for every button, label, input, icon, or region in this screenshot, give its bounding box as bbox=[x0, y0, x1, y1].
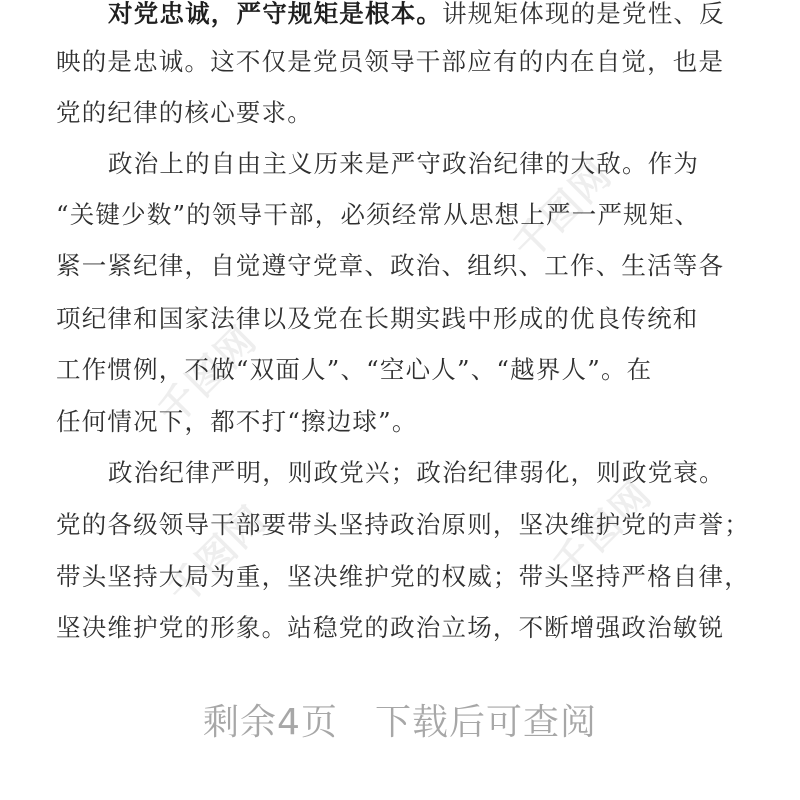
body-text: 讲规矩体现的是党性、反 bbox=[442, 0, 725, 28]
paragraph-line bbox=[108, 0, 725, 39]
paragraph-line: “关键少数”的领导干部，必须经常从思想上严一严规矩、 bbox=[56, 200, 701, 229]
paragraph-line: 坚决维护党的形象。站稳党的政治立场，不断增强政治敏锐 bbox=[56, 613, 725, 642]
paragraph-line: 带头坚持大局为重，坚决维护党的权威；带头坚持严格自律， bbox=[56, 562, 750, 591]
paragraph-line: 工作惯例，不做“双面人”、“空心人”、“越界人”。在 bbox=[56, 355, 653, 384]
watermark: 千图网 bbox=[160, 498, 276, 613]
paragraph-line: 政治上的自由主义历来是严守政治纪律的大敌。作为 bbox=[108, 149, 700, 178]
paragraph-line: 映的是忠诚。这不仅是党员领导干部应有的内在自觉，也是 bbox=[56, 47, 725, 76]
paragraph-line: 党的纪律的核心要求。 bbox=[56, 98, 313, 127]
watermark: 千图网 bbox=[545, 473, 661, 588]
watermark: 千图网 bbox=[505, 153, 621, 268]
paragraph-line: 党的各级领导干部要带头坚持政治原则，坚决维护党的声誉； bbox=[56, 510, 750, 539]
emphasis-text: 对党忠诚，严守规矩是根本。 bbox=[108, 0, 443, 28]
paragraph-line: 任何情况下，都不打“擦边球”。 bbox=[56, 407, 418, 436]
download-remaining-notice: 剩余4页 下载后可查阅 bbox=[203, 702, 597, 743]
watermark: 千图网 bbox=[150, 318, 266, 433]
paragraph-line: 政治纪律严明，则政党兴；政治纪律弱化，则政党衰。 bbox=[108, 458, 725, 487]
paragraph-line: 紧一紧纪律，自觉遵守党章、政治、组织、工作、生活等各 bbox=[56, 251, 725, 280]
paragraph-line: 项纪律和国家法律以及党在长期实践中形成的优良传统和 bbox=[56, 304, 699, 333]
